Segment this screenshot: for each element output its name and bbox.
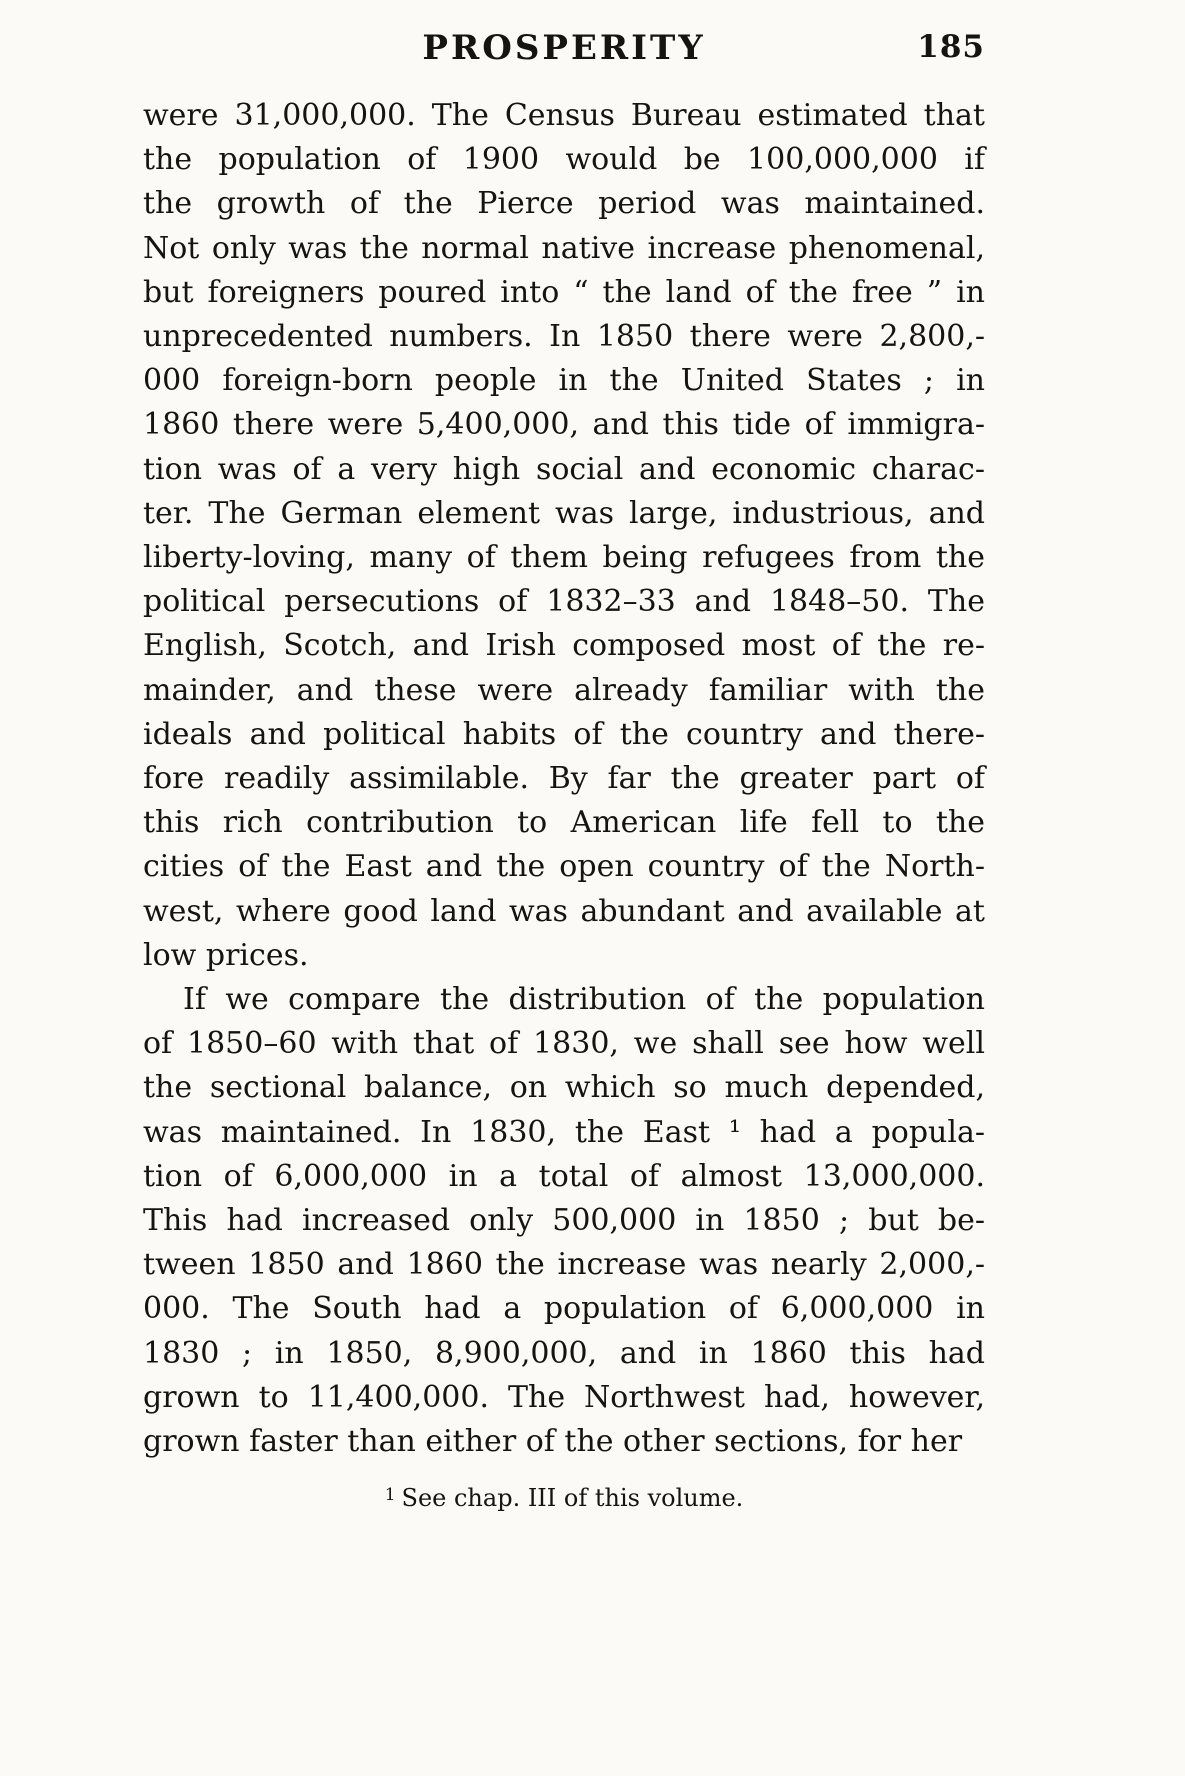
text-line: political persecutions of 1832–33 and 1848–50. The [143,584,985,620]
text-line: fore readily assimilable. By far the greater part of [143,761,985,797]
running-head: PROSPERITY [422,28,706,68]
text-line: 1860 there were 5,400,000, and this tide of immigra- [143,407,985,443]
footnote-marker: 1 [384,1485,396,1505]
text-line: grown faster than either of the other sections, for her [143,1424,963,1460]
page-number: 185 [917,29,985,65]
text-line: If we compare the distribution of the population [183,982,985,1018]
body-text [143,94,985,1464]
footnote-text: See chap. III of this volume. [401,1484,744,1512]
text-line: tween 1850 and 1860 the increase was nearly 2,000,- [143,1247,985,1283]
text-line: tion was of a very high social and economic charac- [143,451,985,487]
text-line: but foreigners poured into “ the land of the free ” in [143,274,985,310]
text-line: west, where good land was abundant and available at [143,893,985,929]
text-line: English, Scotch, and Irish composed most of the re- [143,628,985,664]
text-line: 000. The South had a population of 6,000,000 in [143,1291,985,1327]
text-line: mainder, and these were already familiar with the [143,672,985,708]
text-line: the growth of the Pierce period was maintained. [143,186,985,222]
text-line: of 1850–60 with that of 1830, we shall see how well [143,1026,985,1062]
text-line: ideals and political habits of the country and there- [143,716,985,752]
text-line: grown to 11,400,000. The Northwest had, however, [143,1379,985,1415]
text-line: This had increased only 500,000 in 1850 ; but be- [143,1203,985,1239]
text-line: the sectional balance, on which so much depended, [143,1070,985,1106]
text-line: unprecedented numbers. In 1850 there were 2,800,- [143,319,985,355]
text-line: liberty-loving, many of them being refugees from the [143,540,985,576]
text-line: 000 foreign-born people in the United States ; in [143,363,985,399]
text-line: ter. The German element was large, industrious, and [143,495,985,531]
text-line: this rich contribution to American life fell to the [143,805,985,841]
text-line: low prices. [143,937,309,973]
text-line: was maintained. In 1830, the East ¹ had a popula- [143,1114,985,1150]
footnote [143,1480,985,1513]
text-line: tion of 6,000,000 in a total of almost 13,000,000. [143,1158,985,1194]
text-line: were 31,000,000. The Census Bureau estimated that [143,98,985,133]
text-line: Not only was the normal native increase phenomenal, [143,230,985,266]
page-header [143,28,985,76]
text-line: 1830 ; in 1850, 8,900,000, and in 1860 this had [143,1335,985,1371]
text-line: the population of 1900 would be 100,000,000 if [143,142,985,178]
text-line: cities of the East and the open country of the North- [143,849,985,885]
